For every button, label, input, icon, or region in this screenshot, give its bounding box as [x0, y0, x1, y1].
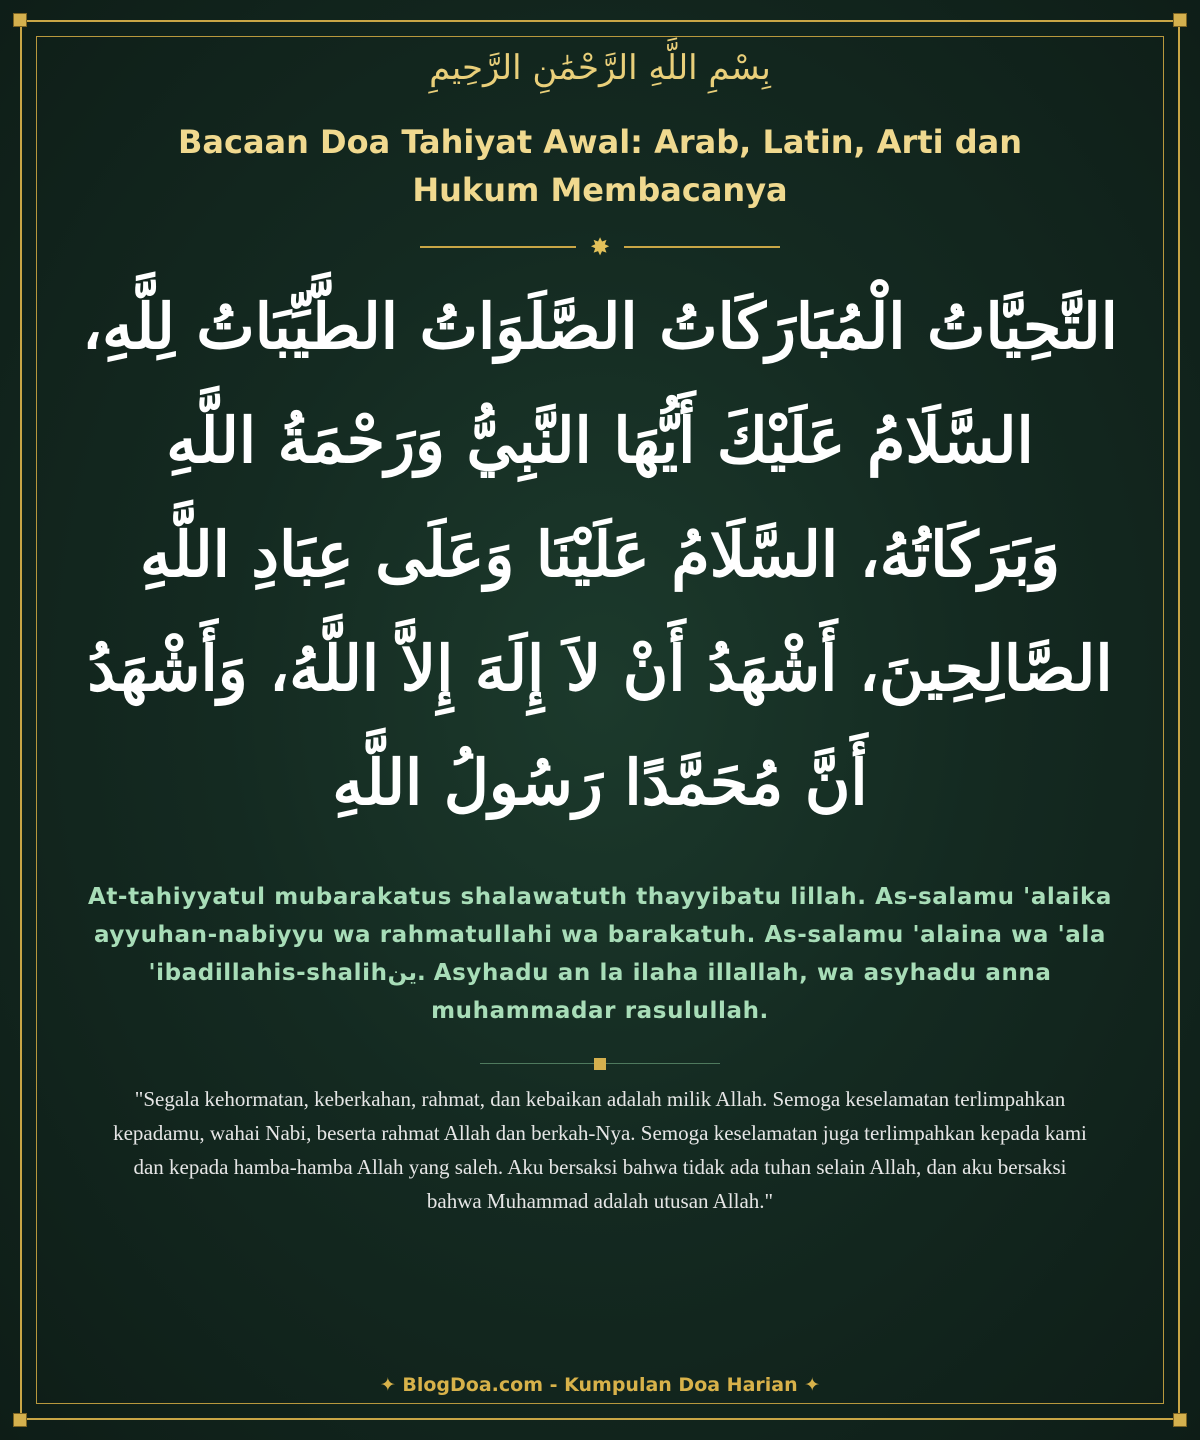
corner-ornament-bottom-left — [13, 1413, 27, 1427]
star-icon: ✸ — [589, 233, 611, 261]
arabic-prayer-text: التَّحِيَّاتُ الْمُبَارَكَاتُ الصَّلَوَاتُ الطَّيِّبَاتُ لِلَّهِ، السَّلَامُ عَلَيْكَ أَيُّهَا النَّبِيُّ وَرَحْمَةُ اللَّهِ وَبَرَكَاتُهُ، السَّلَامُ عَلَيْنَا وَعَلَى عِبَادِ اللَّهِ الصَّالِحِينَ، أَشْهَدُ أَنْ لاَ إِلَهَ إِلاَّ اللَّهُ، وَأَشْهَدُ أَنَّ مُحَمَّدًا رَسُولُ اللَّهِ — [82, 290, 1118, 819]
latin-transliteration: At-tahiyyatul mubarakatus shalawatuth thayyibatu lillah. As-salamu 'alaika ayyuhan-nabiyyu wa rahmatullahi wa barakatuh. As-salamu 'alaina wa 'ala 'ibadillahis-shalihين. Asyhadu an la ilaha illallah, wa asyhadu anna muhammadar rasulullah. — [87, 884, 1113, 1024]
corner-ornament-bottom-right — [1173, 1413, 1187, 1427]
divider-line-right — [624, 246, 780, 248]
bismillah-heading: بِسْمِ اللَّهِ الرَّحْمَٰنِ الرَّحِيمِ — [429, 48, 771, 88]
page-title: Bacaan Doa Tahiyat Awal: Arab, Latin, Arti dan Hukum Membacanya — [177, 123, 1022, 209]
footer-credit: ✦ BlogDoa.com - Kumpulan Doa Harian ✦ — [379, 1374, 821, 1396]
top-divider — [420, 235, 780, 259]
corner-ornament-top-left — [13, 13, 27, 27]
middle-divider — [480, 1056, 720, 1072]
square-ornament-icon — [594, 1058, 606, 1070]
indonesian-translation: "Segala kehormatan, keberkahan, rahmat, dan kebaikan adalah milik Allah. Semoga keselamatan terlimpahkan kepadamu, wahai Nabi, beserta rahmat Allah dan berkah-Nya. Semoga keselamatan juga terlimpahkan kepada kami dan kepada hamba-hamba Allah yang saleh. Aku bersaksi bahwa tidak ada tuhan selain Allah, dan aku bersaksi bahwa Muhammad adalah utusan Allah." — [113, 1087, 1087, 1213]
corner-ornament-top-right — [1173, 13, 1187, 27]
divider-line-left — [420, 246, 576, 248]
